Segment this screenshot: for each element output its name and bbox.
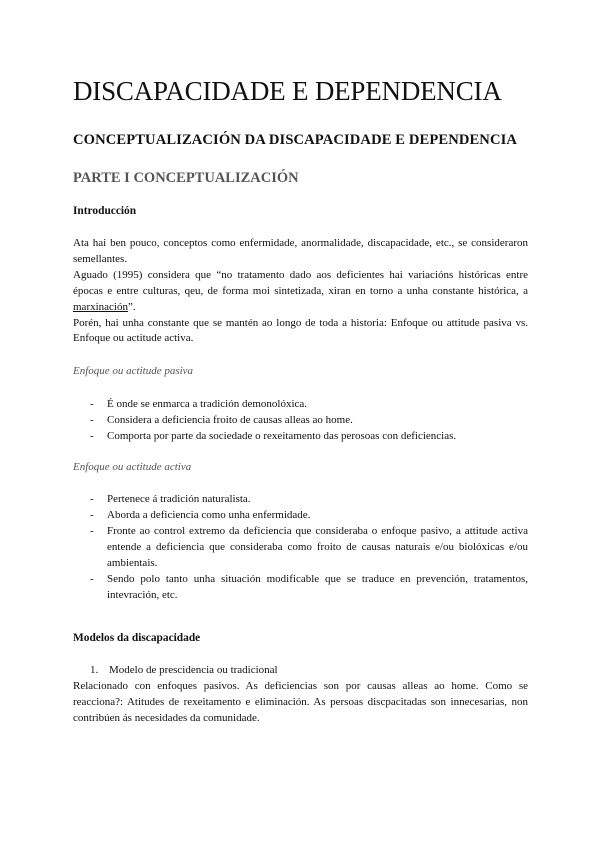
list-item: - Fronte ao control extremo da deficiencia que consideraba o enfoque pasivo, a attitude activa entende a deficiencia que consideraba como froito de causas naturais e/ou biolóxicas e/ou ambientais. (73, 524, 528, 572)
intro-heading: Introducción (73, 205, 137, 217)
intro-paragraph-2-end: ”. (127, 300, 136, 313)
active-list (73, 492, 528, 603)
passive-list (73, 397, 528, 445)
document-title: DISCAPACIDADE E DEPENDENCIA (73, 76, 502, 106)
models-heading: Modelos da discapacidade (73, 632, 201, 645)
document-subtitle: CONCEPTUALIZACIÓN DA DISCAPACIDADE E DEPENDENCIA (73, 132, 518, 148)
intro-paragraph-3: Porén, hai unha constante que se mantén ao longo de toda a historia: Enfoque ou attitude pasiva vs. Enfoque ou actitude activa. (73, 316, 528, 345)
list-number: 1. (90, 664, 99, 677)
part-heading: PARTE I CONCEPTUALIZACIÓN (73, 170, 299, 186)
models-paragraph: Relacionado con enfoques pasivos. As deficiencias son por causas alleas ao home. Como se reacciona?: Atitudes de rexeitamento e eliminación. As persoas discpacitadas son innecesarias, non contribúen ás necesidades da comunidade. (73, 680, 528, 725)
document-body (73, 76, 528, 727)
intro-paragraph-1: Ata hai ben pouco, conceptos como enfermidade, anormalidade, discapacidade, etc., se consideraron semellantes. (73, 237, 528, 265)
list-item: - Pertenece á tradición naturalista. (73, 492, 528, 508)
intro-paragraph-2-text: Aguado (1995) considera que “no tratamento dado aos deficientes hai variacións históricas entre épocas e entre culturas, qeu, de forma moi sintetizada, xiran en torno a unha constante histórica, a (73, 268, 528, 297)
list-item: - Considera a deficiencia froito de causas alleas ao home. (73, 413, 528, 429)
list-item-text: Modelo de prescidencia ou tradicional (109, 664, 278, 677)
underlined-term: marxinación (73, 300, 128, 313)
list-item (73, 663, 528, 679)
list-item: - Comporta por parte da sociedade o rexeitamento das perosoas con deficiencias. (73, 429, 528, 445)
list-item: - Sendo polo tanto unha situación modificable que se traduce en prevención, tratamentos, intevración, etc. (73, 572, 528, 604)
list-item: - É onde se enmarca a tradición demonolóxica. (73, 397, 528, 413)
list-item: - Aborda a deficiencia como unha enfermidade. (73, 508, 528, 524)
intro-paragraph-2 (73, 268, 528, 316)
models-list (73, 663, 528, 679)
passive-heading: Enfoque ou actitude pasiva (73, 365, 194, 378)
active-heading: Enfoque ou actitude activa (73, 461, 192, 474)
